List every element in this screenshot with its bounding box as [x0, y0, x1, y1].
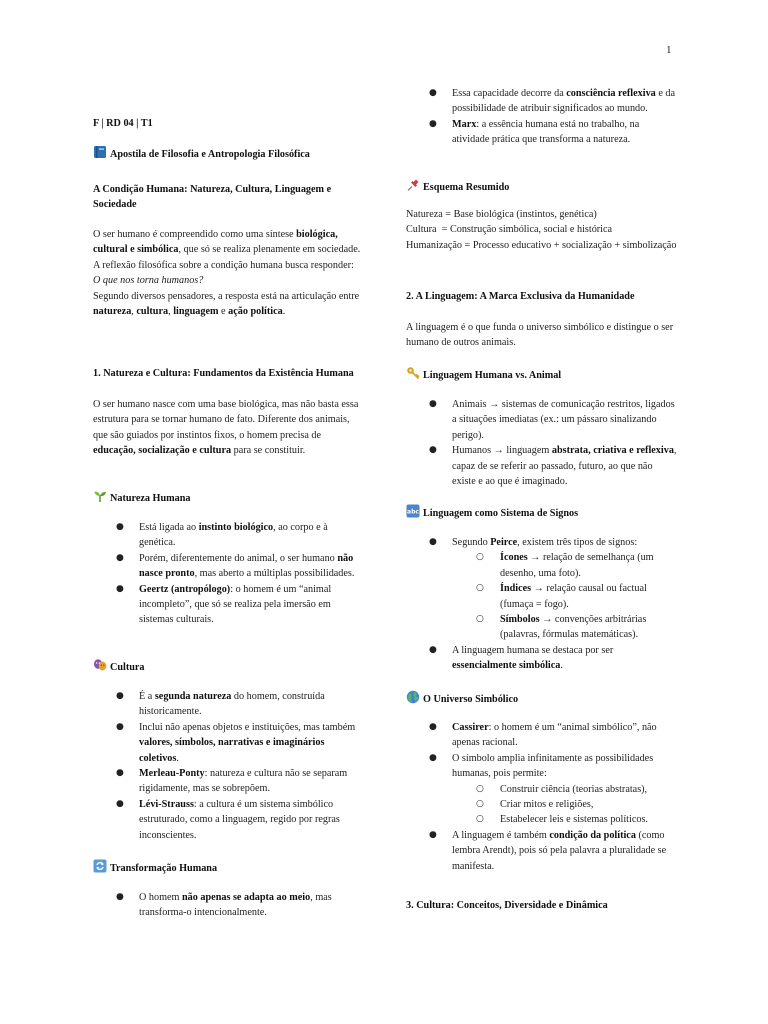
- list-item: ● É a segunda natureza do homem, construída historicamente.: [93, 689, 363, 720]
- list-item: ● Animais → sistemas de comunicação restritos, ligados a situações imediatas (ex.: um pássaro sinalizando perigo).: [406, 397, 678, 443]
- list-item: ● Marx: a essência humana está no trabalho, na atividade prática que transforma a natureza.: [406, 117, 678, 148]
- continuation-list: [406, 86, 678, 148]
- section-2-paragraph: A linguagem é o que funda o universo simbólico e distingue o ser humano de outros animais.: [406, 322, 674, 349]
- list-item: ● Inclui não apenas objetos e instituições, mas também valores, símbolos, narrativas e imaginários coletivos.: [93, 720, 363, 766]
- cultura-list: [93, 689, 363, 843]
- section-1-heading: 1. Natureza e Cultura: Fundamentos da Existência Humana: [93, 368, 354, 379]
- globe-icon: [406, 690, 420, 704]
- esquema-line: Cultura = Construção simbólica, social e histórica: [406, 224, 613, 236]
- list-item: ○ Símbolos → convenções arbitrárias (palavras, fórmulas matemáticas).: [452, 612, 678, 643]
- list-item: ● A linguagem humana se destaca por ser essencialmente simbólica.: [406, 643, 678, 674]
- intro-paragraph: O ser humano é compreendido como uma síntese biológica, cultural e simbólica, que só se realiza plenamente em sociedade. A reflexão filosófica sobre a condição humana busca responder: O que nos torna humanos? Segundo diversos pensadores, a resposta está na articulação entre natureza, cultura, linguagem e ação política.: [93, 229, 361, 318]
- list-item: ○ Construir ciência (teorias abstratas),: [452, 782, 678, 797]
- list-item: ● A linguagem é também condição da política (como lembra Arendt), pois só pela palavra a pluralidade se manifesta.: [406, 828, 678, 874]
- natureza-list: [93, 520, 363, 628]
- linguagem-animal-heading: Linguagem Humana vs. Animal: [406, 366, 678, 383]
- list-item: ○ Estabelecer leis e sistemas políticos.: [452, 812, 678, 827]
- svg-text:abc: abc: [407, 508, 419, 516]
- list-item: ○ Criar mitos e religiões,: [452, 797, 678, 812]
- list-item: ● Geertz (antropólogo): o homem é um “animal incompleto”, que só se realiza pela imersão em sistemas culturais.: [93, 582, 363, 628]
- signos-list: [406, 535, 678, 674]
- linguagem-animal-list: [406, 397, 678, 489]
- list-item: ● Está ligada ao instinto biológico, ao corpo e à genética.: [93, 520, 363, 551]
- section-1-paragraph: O ser humano nasce com uma base biológica, mas não basta essa estrutura para se tornar humano de fato. Diferente dos animais, que são guiados por instintos fixos, o homem precisa de educação, socialização e cultura para se constituir.: [93, 399, 359, 457]
- esquema-line: Natureza = Base biológica (instintos, genética): [406, 209, 597, 220]
- universo-list: [406, 720, 678, 874]
- list-item: ○ Índices → relação causal ou factual (fumaça = fogo).: [452, 581, 678, 612]
- transformacao-list: [93, 890, 363, 921]
- transformacao-heading: Transformação Humana: [93, 859, 363, 876]
- list-item: ● Porém, diferentemente do animal, o ser humano não nasce pronto, mas aberto a múltiplas possibilidades.: [93, 551, 363, 582]
- blue-book-icon: [93, 145, 107, 159]
- universo-sublist: [452, 782, 678, 828]
- universo-heading: O Universo Simbólico: [406, 690, 678, 707]
- list-item: ● Essa capacidade decorre da consciência reflexiva e da possibilidade de atribuir significados ao mundo.: [406, 86, 678, 117]
- list-item: ● Humanos → linguagem abstrata, criativa e reflexiva, capaz de se referir ao passado, futuro, ao que não existe e ao que é imaginado.: [406, 443, 678, 489]
- list-item: ○ Ícones → relação de semelhança (um desenho, uma foto).: [452, 550, 678, 581]
- signos-sublist: [452, 550, 678, 642]
- section-2-heading: 2. A Linguagem: A Marca Exclusiva da Humanidade: [406, 291, 635, 302]
- esquema-heading: Esquema Resumido: [406, 178, 678, 195]
- esquema-box: [406, 207, 678, 253]
- section-3-heading: 3. Cultura: Conceitos, Diversidade e Dinâmica: [406, 900, 608, 911]
- theater-masks-icon: [93, 658, 107, 672]
- list-item: ● Merleau-Ponty: natureza e cultura não se separam rigidamente, mas se sobrepõem.: [93, 766, 363, 797]
- natureza-heading: Natureza Humana: [93, 489, 363, 506]
- document-subtitle: Apostila de Filosofia e Antropologia Filosófica: [93, 145, 363, 162]
- cultura-heading: Cultura: [93, 658, 363, 675]
- list-item: ● Lévi-Strauss: a cultura é um sistema simbólico estruturado, como a linguagem, regido por regras inconscientes.: [93, 797, 363, 843]
- esquema-line: Humanização = Processo educativo + socialização + simbolização: [406, 239, 677, 251]
- document-title: A Condição Humana: Natureza, Cultura, Linguagem e Sociedade: [93, 184, 332, 211]
- seedling-icon: [93, 489, 107, 503]
- doc-code: F | RD 04 | T1: [93, 118, 153, 129]
- page-number: 1: [666, 44, 672, 56]
- list-item: ● O homem não apenas se adapta ao meio, mas transforma-o intencionalmente.: [93, 890, 363, 921]
- key-icon: [406, 366, 420, 380]
- list-item: ● O símbolo amplia infinitamente as possibilidades humanas, pois permite: ○ Construir ciência (teorias abstratas), ○ Criar mitos e religiões, ○ Estabelecer leis e sistemas políticos.: [406, 751, 678, 828]
- abc-letters-icon: [406, 504, 420, 518]
- signos-heading: abc Linguagem como Sistema de Signos: [406, 504, 678, 521]
- list-item: ● Cassirer: o homem é um “animal simbólico”, não apenas racional.: [406, 720, 678, 751]
- pushpin-icon: [406, 178, 420, 192]
- list-item: ● Segundo Peirce, existem três tipos de signos: ○ Ícones → relação de semelhança (um desenho, uma foto). ○ Índices → relação causal ou factual (fumaça = fogo). ○ Símbolos → convenções arbitrárias (palavras, fórmulas matemáticas).: [406, 535, 678, 643]
- refresh-arrows-icon: [93, 859, 107, 873]
